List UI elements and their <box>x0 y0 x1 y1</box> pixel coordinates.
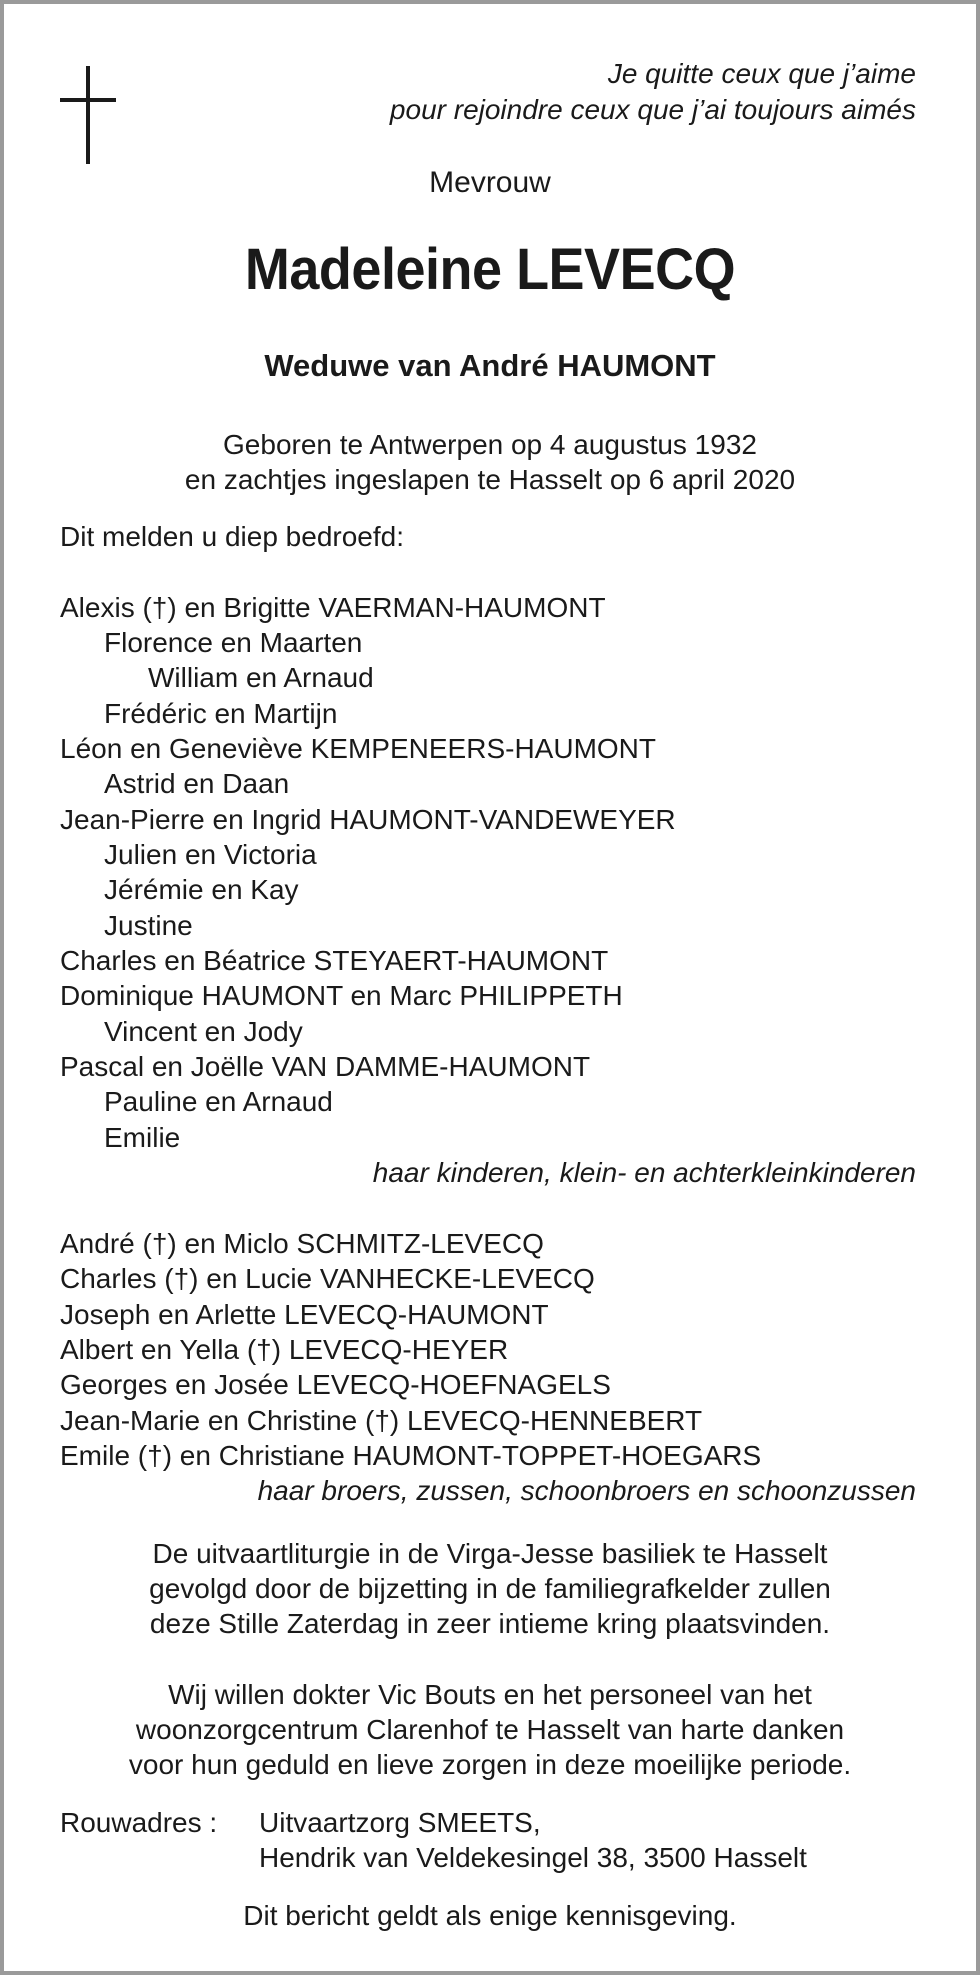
family-line: Florence en Maarten <box>104 627 363 658</box>
deceased-spouse: Weduwe van André HAUMONT <box>264 348 716 383</box>
family-line: William en Arnaud <box>148 662 374 693</box>
address-line: Hendrik van Veldekesingel 38, 3500 Hasselt <box>259 1842 807 1873</box>
address-line: Uitvaartzorg SMEETS, <box>259 1807 541 1838</box>
funeral-line: deze Stille Zaterdag in zeer intieme kring plaatsvinden. <box>149 1608 831 1639</box>
family-line: Emilie <box>104 1122 181 1153</box>
cross-icon <box>60 66 116 164</box>
family-line: Dominique HAUMONT en Marc PHILIPPETH <box>60 980 623 1011</box>
children-caption: haar kinderen, klein- en achterkleinkinderen <box>372 1157 916 1188</box>
sibling-line: Joseph en Arlette LEVECQ-HAUMONT <box>60 1299 549 1330</box>
sibling-line: Jean-Marie en Christine (†) LEVECQ-HENNEBERT <box>60 1405 703 1436</box>
sibling-line: Emile (†) en Christiane HAUMONT-TOPPET-HOEGARS <box>60 1440 762 1471</box>
family-line: Charles en Béatrice STEYAERT-HAUMONT <box>60 945 609 976</box>
quote-line: Je quitte ceux que j’aime <box>607 58 916 89</box>
sibling-line: Charles (†) en Lucie VANHECKE-LEVECQ <box>60 1263 595 1294</box>
family-line: Astrid en Daan <box>104 768 290 799</box>
announcement-intro: Dit melden u diep bedroefd: <box>60 521 404 552</box>
family-line: Jérémie en Kay <box>104 874 299 905</box>
sibling-line: André (†) en Miclo SCHMITZ-LEVECQ <box>60 1228 544 1259</box>
funeral-line: De uitvaartliturgie in de Virga-Jesse basiliek te Hasselt <box>152 1538 828 1569</box>
family-line: Vincent en Jody <box>104 1016 303 1047</box>
address-label: Rouwadres : <box>60 1807 218 1838</box>
thanks-line: Wij willen dokter Vic Bouts en het personeel van het <box>168 1679 812 1710</box>
birth-line: Geboren te Antwerpen op 4 augustus 1932 <box>223 429 757 460</box>
thanks-line: woonzorgcentrum Clarenhof te Hasselt van harte danken <box>135 1714 845 1745</box>
family-line: Pauline en Arnaud <box>104 1086 333 1117</box>
family-line: Julien en Victoria <box>104 839 317 870</box>
deceased-name: Madeleine LEVECQ <box>244 237 736 302</box>
family-line: Léon en Geneviève KEMPENEERS-HAUMONT <box>60 733 656 764</box>
family-line: Jean-Pierre en Ingrid HAUMONT-VANDEWEYER <box>60 804 676 835</box>
family-line: Frédéric en Martijn <box>104 698 338 729</box>
family-line: Pascal en Joëlle VAN DAMME-HAUMONT <box>60 1051 591 1082</box>
deceased-title: Mevrouw <box>429 166 551 199</box>
footer-notice: Dit bericht geldt als enige kennisgeving. <box>243 1900 737 1931</box>
siblings-caption: haar broers, zussen, schoonbroers en schoonzussen <box>257 1475 916 1506</box>
sibling-line: Georges en Josée LEVECQ-HOEFNAGELS <box>60 1369 611 1400</box>
family-line: Alexis (†) en Brigitte VAERMAN-HAUMONT <box>60 592 606 623</box>
sibling-line: Albert en Yella (†) LEVECQ-HEYER <box>60 1334 509 1365</box>
thanks-line: voor hun geduld en lieve zorgen in deze moeilijke periode. <box>128 1749 852 1780</box>
death-line: en zachtjes ingeslapen te Hasselt op 6 april 2020 <box>184 464 796 495</box>
funeral-line: gevolgd door de bijzetting in de familiegrafkelder zullen <box>149 1573 831 1604</box>
family-line: Justine <box>104 910 193 941</box>
quote-line: pour rejoindre ceux que j’ai toujours aimés <box>389 94 916 125</box>
